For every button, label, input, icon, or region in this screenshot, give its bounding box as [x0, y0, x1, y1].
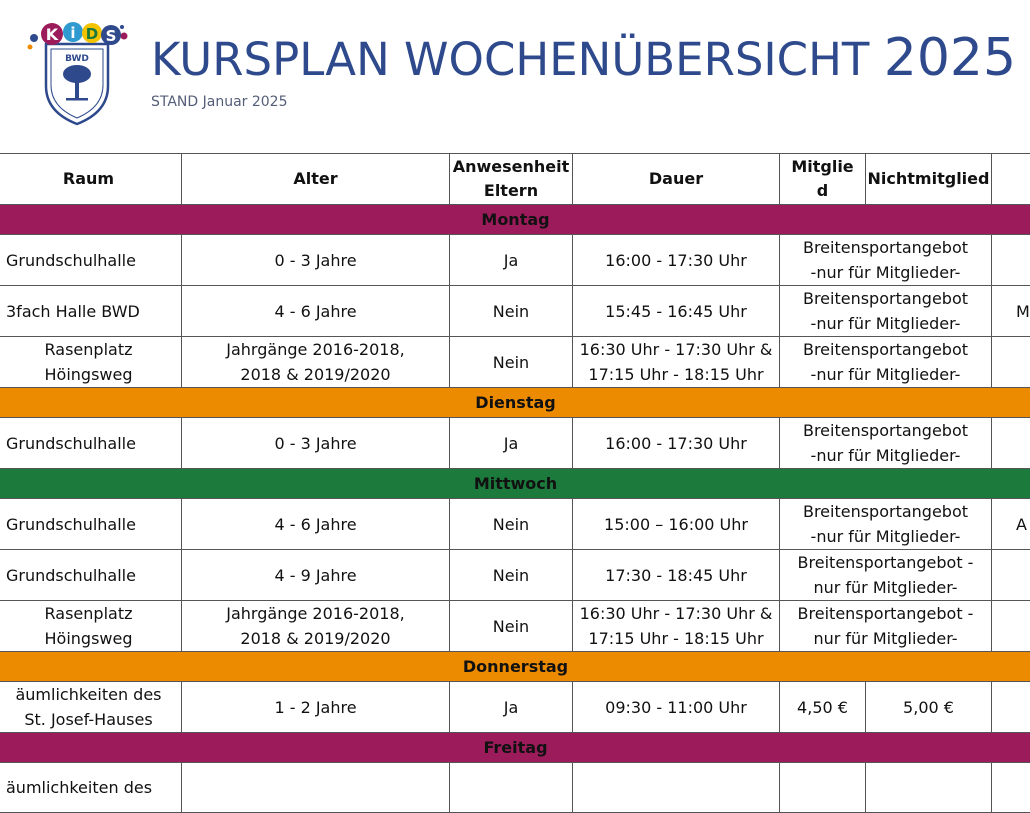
cell-preis-line: -nur für Mitglieder-: [780, 311, 991, 336]
header-anwesenheit-line2: Eltern: [450, 179, 572, 203]
cell-dauer-line: 16:30 Uhr - 17:30 Uhr &: [573, 337, 779, 362]
cell-preis: [780, 286, 992, 337]
cell-raum-line: Rasenplatz: [0, 337, 181, 362]
cell-raum-line: äumlichkeiten des: [0, 682, 181, 707]
header-mitglied-line2: d: [780, 179, 865, 203]
cell-dauer-line: 16:30 Uhr - 17:30 Uhr &: [573, 601, 779, 626]
cell-raum: [0, 337, 182, 388]
logo-letter-i: i: [70, 24, 75, 42]
logo-letter-d: D: [86, 25, 98, 43]
cell-preis-line: -nur für Mitglieder-: [780, 524, 991, 549]
table-header-row: [0, 154, 1030, 205]
cell-alter: [182, 499, 450, 550]
cell-raum: [0, 763, 182, 813]
header-alter: Alter: [182, 154, 450, 205]
page-title: [151, 28, 1016, 90]
cell-preis: [780, 235, 992, 286]
cell-mitglied: 4,50 €: [780, 682, 866, 733]
cell-nichtmitglied: 5,00 €: [866, 682, 992, 733]
cell-preis-line: Breitensportangebot: [780, 286, 991, 311]
cell-preis-line: -nur für Mitglieder-: [780, 260, 991, 285]
cell-raum-line: Höingsweg: [0, 362, 181, 387]
cell-raum-line: Grundschulhalle: [0, 431, 182, 456]
cell-dauer-line: 17:15 Uhr - 18:15 Uhr: [573, 362, 779, 387]
cell-eltern: Ja: [450, 418, 573, 469]
cell-raum-line: St. Josef-Hauses: [0, 707, 181, 732]
cell-extra: M: [992, 286, 1030, 337]
cell-dauer: [573, 286, 780, 337]
cell-preis-line: Breitensportangebot -: [780, 550, 991, 575]
kids-bwd-logo: [22, 16, 132, 128]
cell-alter-line: 1 - 2 Jahre: [182, 695, 449, 720]
cell-preis-line: nur für Mitglieder-: [780, 626, 991, 651]
day-label: Donnerstag: [0, 652, 1030, 682]
cell-eltern: Nein: [450, 499, 573, 550]
cell-dauer-line: 15:45 - 16:45 Uhr: [573, 299, 779, 324]
day-row-freitag: [0, 733, 1030, 763]
cell-raum-line: Grundschulhalle: [0, 563, 182, 588]
cell-mitglied: [780, 763, 866, 813]
day-label: Montag: [0, 205, 1030, 235]
header-anwesenheit: [450, 154, 573, 205]
logo-letter-s: S: [106, 27, 117, 45]
cell-alter: [182, 235, 450, 286]
cell-alter-line: 4 - 9 Jahre: [182, 563, 449, 588]
day-row-mittwoch: [0, 469, 1030, 499]
cell-extra: [992, 763, 1030, 813]
cell-eltern: Nein: [450, 601, 573, 652]
cell-extra: [992, 418, 1030, 469]
cell-preis-line: Breitensportangebot: [780, 499, 991, 524]
cell-dauer-line: 16:00 - 17:30 Uhr: [573, 431, 779, 456]
cell-raum-line: äumlichkeiten des: [0, 775, 182, 800]
cell-raum-line: Grundschulhalle: [0, 512, 182, 537]
cell-preis: [780, 601, 992, 652]
cell-extra: A: [992, 499, 1030, 550]
day-row-montag: [0, 205, 1030, 235]
table-row: [0, 763, 1030, 813]
cell-eltern: Ja: [450, 235, 573, 286]
cell-dauer: [573, 337, 780, 388]
cell-alter-line: 0 - 3 Jahre: [182, 431, 449, 456]
cell-raum-line: Rasenplatz: [0, 601, 181, 626]
table-row: [0, 235, 1030, 286]
cell-raum-line: Grundschulhalle: [0, 248, 182, 273]
cell-extra: [992, 601, 1030, 652]
title-year: 2025: [884, 28, 1016, 88]
cell-preis-line: -nur für Mitglieder-: [780, 362, 991, 387]
cell-preis: [780, 499, 992, 550]
cell-alter-line: 4 - 6 Jahre: [182, 299, 449, 324]
cell-dauer: [573, 682, 780, 733]
logo-letter-k: K: [46, 25, 59, 44]
cell-dauer-line: 17:15 Uhr - 18:15 Uhr: [573, 626, 779, 651]
cell-raum: [0, 601, 182, 652]
table-row: [0, 601, 1030, 652]
cell-preis: [780, 550, 992, 601]
header-extra: [992, 154, 1030, 205]
cell-extra: [992, 682, 1030, 733]
day-label: Freitag: [0, 733, 1030, 763]
cell-dauer-line: 09:30 - 11:00 Uhr: [573, 695, 779, 720]
cell-alter: [182, 286, 450, 337]
cell-alter-line: 2018 & 2019/2020: [182, 626, 449, 651]
cell-dauer: [573, 550, 780, 601]
cell-preis-line: -nur für Mitglieder-: [780, 443, 991, 468]
day-label: Dienstag: [0, 388, 1030, 418]
header-raum: Raum: [0, 154, 182, 205]
cell-eltern: Ja: [450, 682, 573, 733]
day-row-dienstag: [0, 388, 1030, 418]
header-mitglied-line1: Mitglie: [780, 155, 865, 179]
table-row: [0, 499, 1030, 550]
title-text: KURSPLAN WOCHENÜBERSICHT: [151, 33, 869, 86]
cell-dauer: [573, 601, 780, 652]
cell-raum-line: 3fach Halle BWD: [0, 299, 182, 324]
cell-alter: [182, 682, 450, 733]
cell-dauer: [573, 235, 780, 286]
logo-bwd-text: BWD: [65, 54, 89, 64]
schedule-table: [0, 153, 1030, 813]
table-row: [0, 682, 1030, 733]
cell-preis: [780, 418, 992, 469]
table-row: [0, 550, 1030, 601]
cell-alter: [182, 550, 450, 601]
cell-eltern: Nein: [450, 337, 573, 388]
cell-raum: [0, 418, 182, 469]
table-row: [0, 337, 1030, 388]
cell-dauer-line: 16:00 - 17:30 Uhr: [573, 248, 779, 273]
header-nichtmitglied: Nichtmitglied: [866, 154, 992, 205]
cell-eltern: Nein: [450, 550, 573, 601]
cell-extra: [992, 550, 1030, 601]
cell-eltern: [450, 763, 573, 813]
day-label: Mittwoch: [0, 469, 1030, 499]
cell-preis-line: Breitensportangebot -: [780, 601, 991, 626]
cell-preis-line: Breitensportangebot: [780, 337, 991, 362]
cell-dauer-line: 15:00 – 16:00 Uhr: [573, 512, 779, 537]
cell-raum: [0, 499, 182, 550]
day-row-donnerstag: [0, 652, 1030, 682]
cell-alter-line: 2018 & 2019/2020: [182, 362, 449, 387]
header-dauer: Dauer: [573, 154, 780, 205]
cell-raum-line: Höingsweg: [0, 626, 181, 651]
header-anwesenheit-line1: Anwesenheit: [450, 155, 572, 179]
cell-dauer: [573, 418, 780, 469]
cell-extra: [992, 235, 1030, 286]
page-subtitle: STAND Januar 2025: [151, 94, 288, 110]
cell-raum: [0, 682, 182, 733]
cell-alter: [182, 601, 450, 652]
cell-preis: [780, 337, 992, 388]
cell-alter: [182, 337, 450, 388]
cell-raum: [0, 286, 182, 337]
cell-preis-line: Breitensportangebot: [780, 235, 991, 260]
cell-preis-line: Breitensportangebot: [780, 418, 991, 443]
cell-dauer-line: 17:30 - 18:45 Uhr: [573, 563, 779, 588]
schedule-body: [0, 205, 1030, 813]
cell-alter: [182, 763, 450, 813]
cell-nichtmitglied: [866, 763, 992, 813]
cell-dauer: [573, 763, 780, 813]
cell-extra: [992, 337, 1030, 388]
cell-alter-line: 4 - 6 Jahre: [182, 512, 449, 537]
cell-raum: [0, 550, 182, 601]
cell-alter-line: Jahrgänge 2016-2018,: [182, 601, 449, 626]
cell-dauer: [573, 499, 780, 550]
cell-alter-line: 0 - 3 Jahre: [182, 248, 449, 273]
cell-preis-line: nur für Mitglieder-: [780, 575, 991, 600]
cell-eltern: Nein: [450, 286, 573, 337]
table-row: [0, 418, 1030, 469]
header-mitglied: [780, 154, 866, 205]
cell-alter-line: Jahrgänge 2016-2018,: [182, 337, 449, 362]
cell-alter: [182, 418, 450, 469]
table-row: [0, 286, 1030, 337]
cell-raum: [0, 235, 182, 286]
